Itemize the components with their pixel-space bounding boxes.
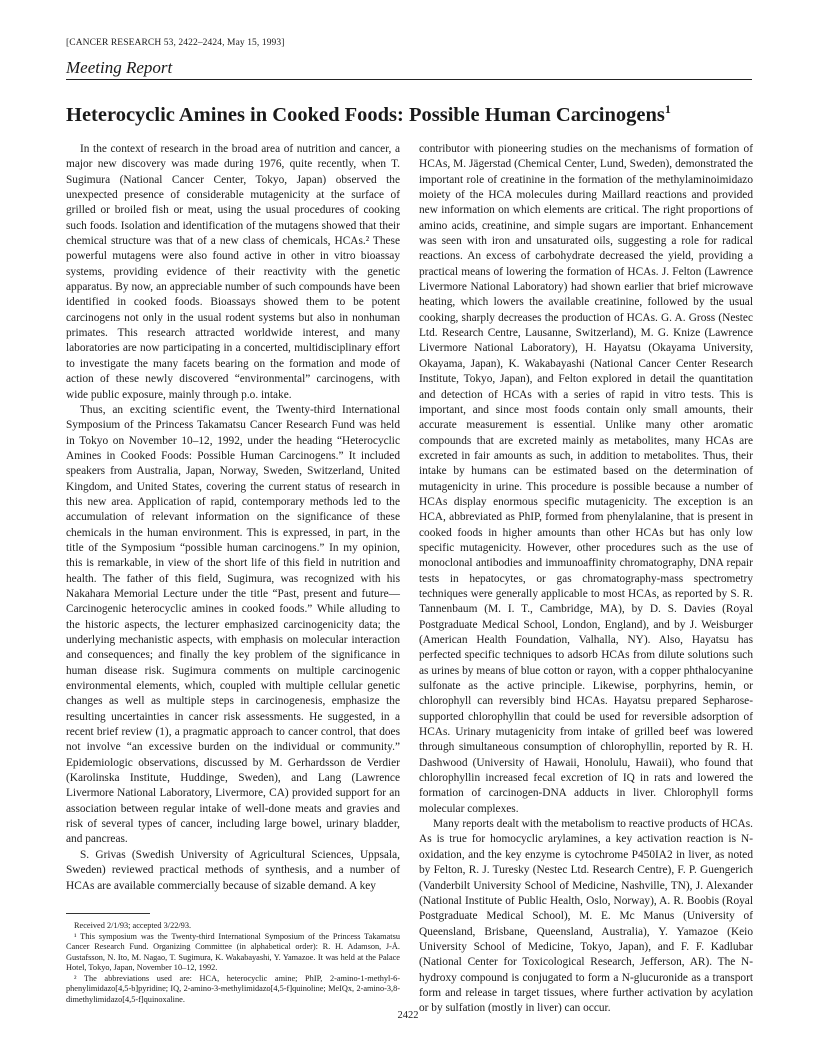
footnotes bbox=[66, 921, 400, 1005]
footnote-2: ² The abbreviations used are: HCA, heterocyclic amine; PhIP, 2-amino-1-methyl-6-phenylimidazo[4,5-b]pyridine; IQ, 2-amino-3-methylimidazo[4,5-f]quinoline; MeIQx, 2-amino-3,8-dimethylimidazo[4,5-f]quinoxaline. bbox=[66, 973, 400, 1004]
journal-citation: [CANCER RESEARCH 53, 2422–2424, May 15, 1993] bbox=[66, 38, 285, 48]
paragraph: Many reports dealt with the metabolism to reactive products of HCAs. As is true for homocyclic arylamines, a key activation reaction is N-oxidation, and the key enzyme is cytochrome P450IA2 in liver, as noted by Felton, R. J. Turesky (Nestec Ltd. Research Centre), F. P. Guengerich (Vanderbilt University School of Medicine, Nashville, TN), J. Alexander (National Institute of Public Health, Oslo, Norway), A. R. Boobis (Royal Postgraduate Medical School), M. E. Mc Manus (University of Queensland, Brisbane, Queensland, Australia), Y. Yamazoe (Keio University School of Medicine, Tokyo, Japan), and F. F. Kadlubar (National Center for Toxicological Research, Jefferson, AR). The N-hydroxy compound is conjugated to form a N-glucuronide as a transport form and release in target tissues, where further activation by acylation or by sulfation (mostly in liver) can occur. bbox=[419, 818, 753, 1015]
title-text: Heterocyclic Amines in Cooked Foods: Possible Human Carcinogens bbox=[66, 104, 665, 126]
paragraph: contributor with pioneering studies on the mechanisms of formation of HCAs, M. Jägerstad (Chemical Center, Lund, Sweden), demonstrated the important role of creatinine in the formation of the methylaminoimidazo moiety of the HCA molecules during Maillard reactions and provided new information on which elements are critical. The right proportions of amino acids, creatinine, and simple sugars are important. Enhancement was seen with iron and unsaturated oils, suggesting a role for radical reactions. An excess of carbohydrate decreased the yield, providing a practical means of lowering the formation of HCAs. J. Felton (Lawrence Livermore National Laboratory) had shown earlier that brief microwave heating, which lowers the available creatinine, followed by the usual cooking, sharply decreases the production of HCAs. G. A. Gross (Nestec Ltd. Research Centre, Lausanne, Switzerland), M. G. Knize (Lawrence Livermore National Laboratory), H. Hayatsu (Okayama University, Okayama, Japan), K. Wakabayashi (National Cancer Center Research Institute, Tokyo, Japan), and Felton explored in detail the quantitation and detection of HCAs with a series of rapid in vitro tests. This is important, and since most foods contain only small amounts, their accurate measurement is essential. Unlike many other aromatic compounds that are excreted mainly as metabolites, many HCAs are excreted in fair amounts as such, in addition to metabolites. Thus, their intake by humans can be estimated based on the determination of mutagenicity in urine. This procedure is possible because a number of HCAs display enormous specific mutagenicity. The exception is an HCA, abbreviated as PhIP, formed from phenylalanine, that is present in cooked foods in higher amounts than other HCAs but has only low specific mutagenicity. However, other procedures such as the use of monoclonal antibodies and immunoaffinity chromatography, DNA repair tests in hepatocytes, or gas chromatography-mass spectrometry techniques were generally applicable to most HCAs, as reported by S. R. Tannenbaum (M. I. T., Cambridge, MA), by D. S. Davies (Royal Postgraduate Medical School, London, England), and by J. Weisburger (American Health Foundation, Valhalla, NY). Also, Hayatsu has perfected specific techniques to adsorb HCAs from dilute solutions such as urines by means of blue cotton or rayon, with a copper phthalocyanine sulfonate as the active principle. Likewise, porphyrins, hemin, or chlorophyll can reversibly bind HCAs. Hayatsu prepared Sepharose-supported chlorophyllin that could be used for reversible adsorption of HCAs. Urinary mutagenicity from intake of grilled beef was lowered through simultaneous consumption of chlorophyllin, reported by R. H. Dashwood (University of Hawaii, Honolulu, Hawaii), who found that chlorophyllin increased fecal excretion of IQ in rats and lowered the formation of carcinogen-DNA adducts in liver. Chlorophyll forms molecular complexes. bbox=[419, 143, 753, 815]
section-rule bbox=[66, 79, 752, 80]
title-footnote-mark: 1 bbox=[664, 102, 671, 116]
right-column bbox=[419, 142, 753, 1017]
article-title bbox=[66, 104, 752, 127]
left-column bbox=[66, 142, 400, 894]
paragraph: In the context of research in the broad area of nutrition and cancer, a major new discovery was made during 1976, quite recently, when T. Sugimura (National Cancer Center, Tokyo, Japan) observed the unexpected presence of considerable mutagenicity at the surface of grilled or broiled fish or meat, using the usual procedures of cooking such foods. Isolation and identification of the mutagens showed that their chemical structure was that of a new class of chemicals, HCAs.² These powerful mutagens were also found active in other in vitro bioassay systems, providing evidence of their reactivity with the genetic apparatus. By now, an appreciable number of such compounds have been identified in cooked foods. Bioassays showed them to be potent carcinogens not only in the usual rodent systems but also in nonhuman primates. This research attracted worldwide interest, and many laboratories are now participating in a concerted, multidisciplinary effort to investigate the many facets bearing on the formation and mode of action of these newly discovered “environmental” carcinogens, with wide public exposure, mainly through p.o. intake. bbox=[66, 143, 400, 401]
footnote-1: ¹ This symposium was the Twenty-third International Symposium of the Princess Takamatsu Cancer Research Fund. Organizing Committee (in alphabetical order): R. H. Adamson, J-Å. Gustafsson, N. Ito, M. Nagao, T. Sugimura, K. Wakabayashi, Y. Yamazoe. It was held at the Palace Hotel, Tokyo, Japan, November 10–12, 1992. bbox=[66, 931, 400, 972]
paragraph: S. Grivas (Swedish University of Agricultural Sciences, Uppsala, Sweden) reviewed practical methods of synthesis, and a number of HCAs are available commercially because of sizable demand. A key bbox=[66, 848, 400, 892]
footnote-rule bbox=[66, 913, 150, 914]
footnote-received: Received 2/1/93; accepted 3/22/93. bbox=[74, 921, 192, 930]
section-label: Meeting Report bbox=[66, 58, 173, 77]
paragraph: Thus, an exciting scientific event, the Twenty-third International Symposium of the Princess Takamatsu Cancer Research Fund was held in Tokyo on November 10–12, 1992, under the heading “Heterocyclic Amines in Cooked Foods: Possible Human Carcinogens.” It included speakers from Australia, Japan, Norway, Sweden, Switzerland, United Kingdom, and United States, covering the current status of research in this new area. Application of rapid, contemporary methods led to the accumulation of relevant information on the significance of these chemicals in the human environment. This is expressed, in part, in the title of the Symposium “possible human carcinogens.” In my opinion, this is remarkable, in view of the short life of this field in nutrition and health. The father of this field, Sugimura, was recognized with his Nakahara Memorial Lecture under the title “Past, present and future—Carcinogenic heterocyclic amines in cooked foods.” While alluding to the historic aspects, the lecturer emphasized carcinogenicity data; the underlying mechanistic aspects, with emphasis on molecular interaction and consequences; and finally the key problem of the significance in human disease risk. Sugimura comments on multiple carcinogenic environmental elements, which, coupled with multiple cellular genetic changes as well as multiple steps in carcinogenesis, emphasize the resulting uncertainties in cancer risk assessments. He suggested, in a recent brief review (1), a pragmatic approach to cancer control, that does not involve “an excessive burden on the individual or community.” Epidemiologic observations, discussed by M. Gerhardsson de Verdier (Karolinska Institute, Huddinge, Sweden), and Lang (Lawrence Livermore National Laboratory, Livermore, CA) provided support for an association between regular intake of well-done meats and gravies and risk of several types of cancer, including large bowel, urinary bladder, and pancreas. bbox=[66, 403, 400, 846]
page-number: 2422 bbox=[397, 1010, 419, 1021]
